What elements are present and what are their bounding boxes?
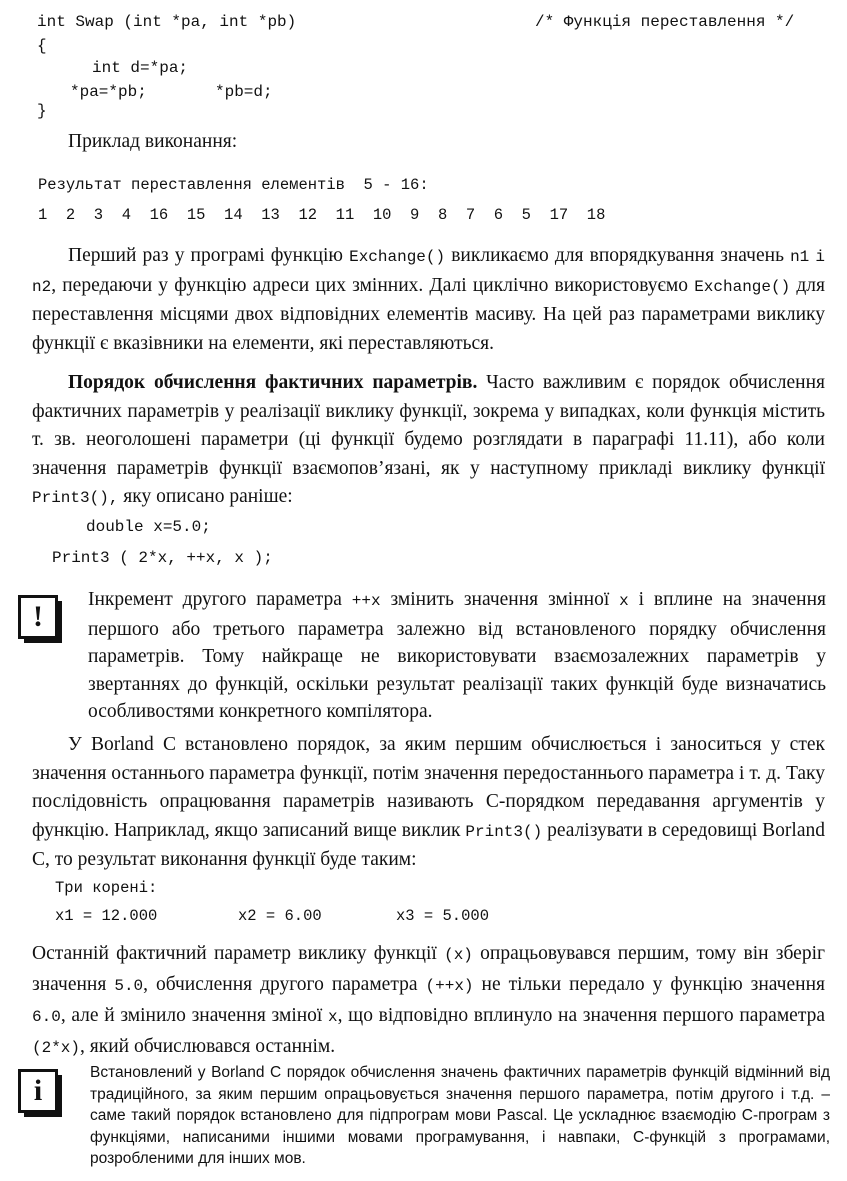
text-run: не тільки передало у функцію значення — [473, 974, 825, 995]
text-run: для переставлення місцями двох відповідних елементів масиву. На цей раз параметрами виклику функції є вказівники на елементи, які переставляються. — [32, 274, 825, 354]
code-line-decl: int d=*pa; — [92, 59, 189, 77]
info-icon — [18, 1069, 58, 1113]
warning-text — [88, 586, 826, 726]
output-x3: x3 = 5.000 — [396, 907, 490, 925]
code-inline: x — [619, 592, 629, 610]
output-line-values: 1 2 3 4 16 15 14 13 12 11 10 9 8 7 6 5 17 18 — [38, 206, 606, 224]
warning-icon — [18, 595, 58, 639]
output-x1: x1 = 12.000 — [55, 907, 158, 925]
code-inline: n2 — [32, 277, 52, 296]
text-run: викликаємо для впорядкування значень — [445, 245, 791, 266]
code-line-call: Print3 ( 2*x, ++x, x ); — [52, 549, 273, 567]
text-run: , який обчислювався останнім. — [80, 1036, 336, 1057]
paragraph-borland-order — [32, 731, 825, 875]
text-run: Останній фактичний параметр виклику функції — [32, 943, 445, 964]
code-line-assign-b: *pb=d; — [215, 83, 273, 101]
paragraph-exchange — [32, 242, 825, 358]
code-line-open-brace: { — [37, 37, 47, 55]
text-run: Інкремент другого параметра — [88, 589, 352, 610]
code-comment: /* Функція переставлення */ — [535, 13, 795, 31]
text-run: , що відповідно вплинуло на значення першого параметра — [337, 1005, 825, 1026]
code-inline: Print3(), — [32, 489, 119, 507]
paragraph-explanation — [32, 939, 825, 1063]
code-inline: x — [328, 1008, 338, 1026]
paragraph-evaluation-order — [32, 369, 825, 513]
text-run: , обчислення другого параметра — [143, 974, 426, 995]
output-roots-title: Три корені: — [55, 879, 158, 897]
text-run: опрацьовувався першим, тому він зберіг значення — [32, 943, 825, 995]
text-run: У Borland C встановлено порядок, за яким першим обчислюється і заноситься у стек значення останнього параметра функції, потім значення передостаннього параметра і т. д. Таку послідовність опрацювання параметрів називають С-порядком передавання аргументів у функцію. Наприклад, якщо записаний вище виклик — [32, 734, 825, 841]
text-run: , передаючи у функцію адреси цих змінних. Далі циклічно використовуємо — [51, 274, 695, 296]
code-inline: і — [815, 248, 825, 266]
text-run: і вплине на значення першого або третього параметра залежно від встановленого порядку обчислення параметрів. Тому найкраще не використовувати взаємозалежних параметрів у звертаннях до функцій, оскільки результат реалізації таких функцій буде визначатись особливостями конкретного компілятора. — [88, 589, 826, 722]
text-run: Часто важливим є порядок обчислення фактичних параметрів у реалізації виклику функції, зокрема у випадках, коли функція містить т. зв. неоголошені параметри (ці функції будемо розглядати в параграфі 11.11), або коли значення параметрів функції взаємопов’язані, як у наступному прикладі виклику функції — [32, 372, 825, 479]
text-run: реалізувати в середовищі Borland C, то результат виконання функції буде таким: — [32, 819, 826, 870]
code-inline: n1 — [790, 248, 810, 266]
code-line-close-brace: } — [37, 102, 47, 120]
info-glyph: i — [33, 1074, 43, 1107]
output-line-title: Результат переставлення елементів 5 - 16: — [38, 176, 429, 194]
code-inline: Exchange() — [349, 248, 446, 266]
section-heading: Порядок обчислення фактичних параметрів. — [68, 372, 478, 393]
info-text: Встановлений у Borland C порядок обчислення значень фактичних параметрів функцій відмінний від традиційного, за яким першим опрацьовується значення першого параметра, потім другого і т.д. – саме такий порядок встановлено для підпрограм мови Pascal. Це ускладнює взаємодію С-програм з функціями, написаними іншими мовами програмування, і навпаки, С-функцій з програмами, розробленими для інших мов. — [90, 1064, 830, 1167]
code-inline: (x) — [444, 946, 473, 964]
code-line-signature: int Swap (int *pa, int *pb) — [37, 13, 297, 31]
code-line-double: double x=5.0; — [86, 518, 211, 536]
code-inline: Exchange() — [694, 277, 791, 296]
code-inline: 6.0 — [32, 1008, 61, 1026]
code-inline: ++x — [351, 592, 381, 610]
code-inline: Print3() — [465, 822, 543, 841]
text-run: , але й змінило значення зміної — [60, 1005, 329, 1026]
exclamation-glyph: ! — [33, 600, 43, 633]
text-run: яку описано раніше: — [118, 486, 293, 507]
code-inline: (2*x) — [32, 1039, 81, 1057]
text-run: Перший раз у програмі функцію — [68, 245, 350, 266]
code-line-assign-a: *pa=*pb; — [70, 83, 147, 101]
text-run: змінить значення змінної — [380, 589, 620, 610]
output-x2: x2 = 6.00 — [238, 907, 322, 925]
code-inline: (++x) — [425, 977, 474, 995]
example-heading: Приклад виконання: — [68, 131, 238, 152]
code-inline: 5.0 — [114, 977, 144, 995]
